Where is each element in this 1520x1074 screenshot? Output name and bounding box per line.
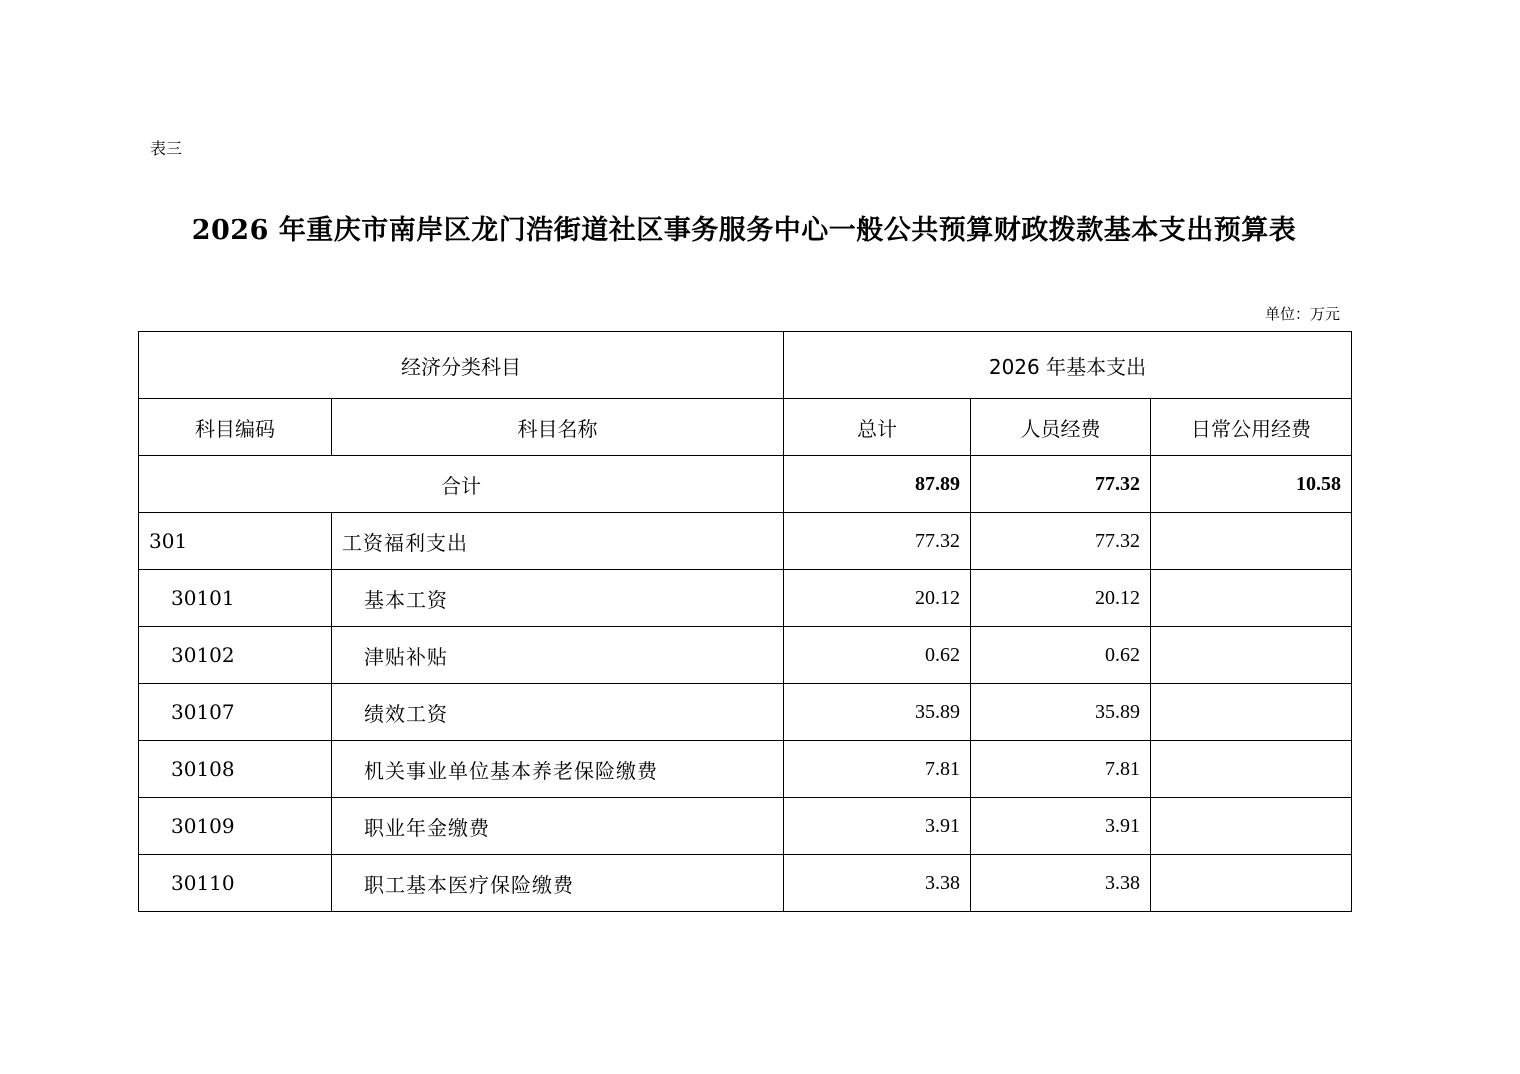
table-row — [139, 513, 1352, 570]
unit-note: 单位：万元 — [1264, 305, 1340, 323]
row-total: 3.91 — [784, 798, 971, 855]
row-code: 30108 — [139, 741, 332, 798]
row-personnel: 7.81 — [971, 741, 1151, 798]
row-daily — [1151, 684, 1352, 741]
row-total: 0.62 — [784, 627, 971, 684]
total-daily: 10.58 — [1151, 456, 1352, 513]
row-daily — [1151, 513, 1352, 570]
row-daily — [1151, 741, 1352, 798]
table-row — [139, 741, 1352, 798]
table-label: 表三 — [150, 139, 183, 158]
header-code: 科目编码 — [139, 399, 332, 456]
row-daily — [1151, 798, 1352, 855]
table-row — [139, 570, 1352, 627]
row-name: 工资福利支出 — [332, 513, 784, 570]
header-name: 科目名称 — [332, 399, 784, 456]
row-total: 20.12 — [784, 570, 971, 627]
row-daily — [1151, 627, 1352, 684]
total-label: 合计 — [139, 456, 784, 513]
row-code: 30109 — [139, 798, 332, 855]
total-row — [139, 456, 1352, 513]
row-daily — [1151, 855, 1352, 912]
header-column-row — [139, 399, 1352, 456]
row-code: 301 — [139, 513, 332, 570]
table-row — [139, 855, 1352, 912]
header-group-row — [139, 332, 1352, 399]
table-row — [139, 627, 1352, 684]
row-code: 30101 — [139, 570, 332, 627]
row-total: 77.32 — [784, 513, 971, 570]
header-daily: 日常公用经费 — [1151, 399, 1352, 456]
header-personnel: 人员经费 — [971, 399, 1151, 456]
row-personnel: 3.91 — [971, 798, 1151, 855]
page-title: 2026 年重庆市南岸区龙门浩街道社区事务服务中心一般公共预算财政拨款基本支出预算表 — [191, 215, 1297, 246]
table-row — [139, 684, 1352, 741]
header-total: 总计 — [784, 399, 971, 456]
row-personnel: 0.62 — [971, 627, 1151, 684]
header-basic-expense: 2026 年基本支出 — [784, 332, 1352, 399]
row-name: 绩效工资 — [332, 684, 784, 741]
row-personnel: 20.12 — [971, 570, 1151, 627]
budget-table — [138, 331, 1352, 912]
total-total: 87.89 — [784, 456, 971, 513]
row-code: 30102 — [139, 627, 332, 684]
row-personnel: 77.32 — [971, 513, 1151, 570]
row-personnel: 3.38 — [971, 855, 1151, 912]
row-daily — [1151, 570, 1352, 627]
row-code: 30110 — [139, 855, 332, 912]
row-total: 7.81 — [784, 741, 971, 798]
row-name: 基本工资 — [332, 570, 784, 627]
row-total: 3.38 — [784, 855, 971, 912]
header-econ-class: 经济分类科目 — [139, 332, 784, 399]
row-name: 津贴补贴 — [332, 627, 784, 684]
row-total: 35.89 — [784, 684, 971, 741]
table-row — [139, 798, 1352, 855]
row-name: 职业年金缴费 — [332, 798, 784, 855]
total-personnel: 77.32 — [971, 456, 1151, 513]
row-code: 30107 — [139, 684, 332, 741]
row-name: 职工基本医疗保险缴费 — [332, 855, 784, 912]
row-personnel: 35.89 — [971, 684, 1151, 741]
row-name: 机关事业单位基本养老保险缴费 — [332, 741, 784, 798]
